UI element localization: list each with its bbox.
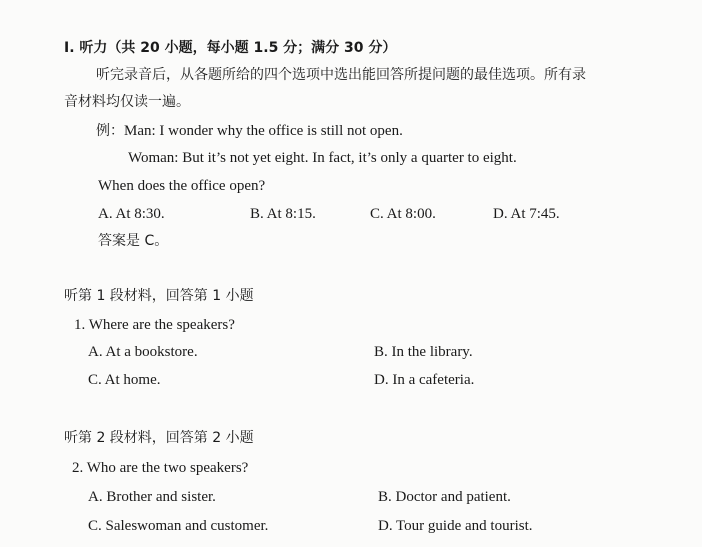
example-option-b: B. At 8:15. xyxy=(250,206,316,222)
example-man-line: Man: I wonder why the office is still not open. xyxy=(124,123,403,139)
q1-option-a: A. At a bookstore. xyxy=(88,344,198,360)
example-answer: 答案是 C。 xyxy=(98,233,169,249)
part1-title: 听第 1 段材料，回答第 1 小题 xyxy=(64,288,254,304)
q1-option-c: C. At home. xyxy=(88,372,161,388)
example-woman-line: Woman: But it’s not yet eight. In fact, it’s only a quarter to eight. xyxy=(128,150,517,166)
question-2: 2. Who are the two speakers? xyxy=(72,460,249,476)
example-block xyxy=(96,121,403,141)
instruction-line-2: 音材料均仅读一遍。 xyxy=(64,94,190,110)
section-heading: I. 听力（共 20 小题，每小题 1.5 分；满分 30 分） xyxy=(64,40,397,56)
example-option-d: D. At 7:45. xyxy=(493,206,560,222)
q2-option-c: C. Saleswoman and customer. xyxy=(88,518,269,534)
question-1: 1. Where are the speakers? xyxy=(74,317,235,333)
example-label: 例： xyxy=(96,123,124,139)
example-option-c: C. At 8:00. xyxy=(370,206,436,222)
part2-title: 听第 2 段材料，回答第 2 小题 xyxy=(64,430,254,446)
q2-option-a: A. Brother and sister. xyxy=(88,489,216,505)
q2-option-d: D. Tour guide and tourist. xyxy=(378,518,533,534)
instruction-line-1: 听完录音后，从各题所给的四个选项中选出能回答所提问题的最佳选项。所有录 xyxy=(96,67,586,83)
q1-option-d: D. In a cafeteria. xyxy=(374,372,475,388)
example-option-a: A. At 8:30. xyxy=(98,206,165,222)
example-question: When does the office open? xyxy=(98,178,266,194)
q2-option-b: B. Doctor and patient. xyxy=(378,489,511,505)
q1-option-b: B. In the library. xyxy=(374,344,473,360)
